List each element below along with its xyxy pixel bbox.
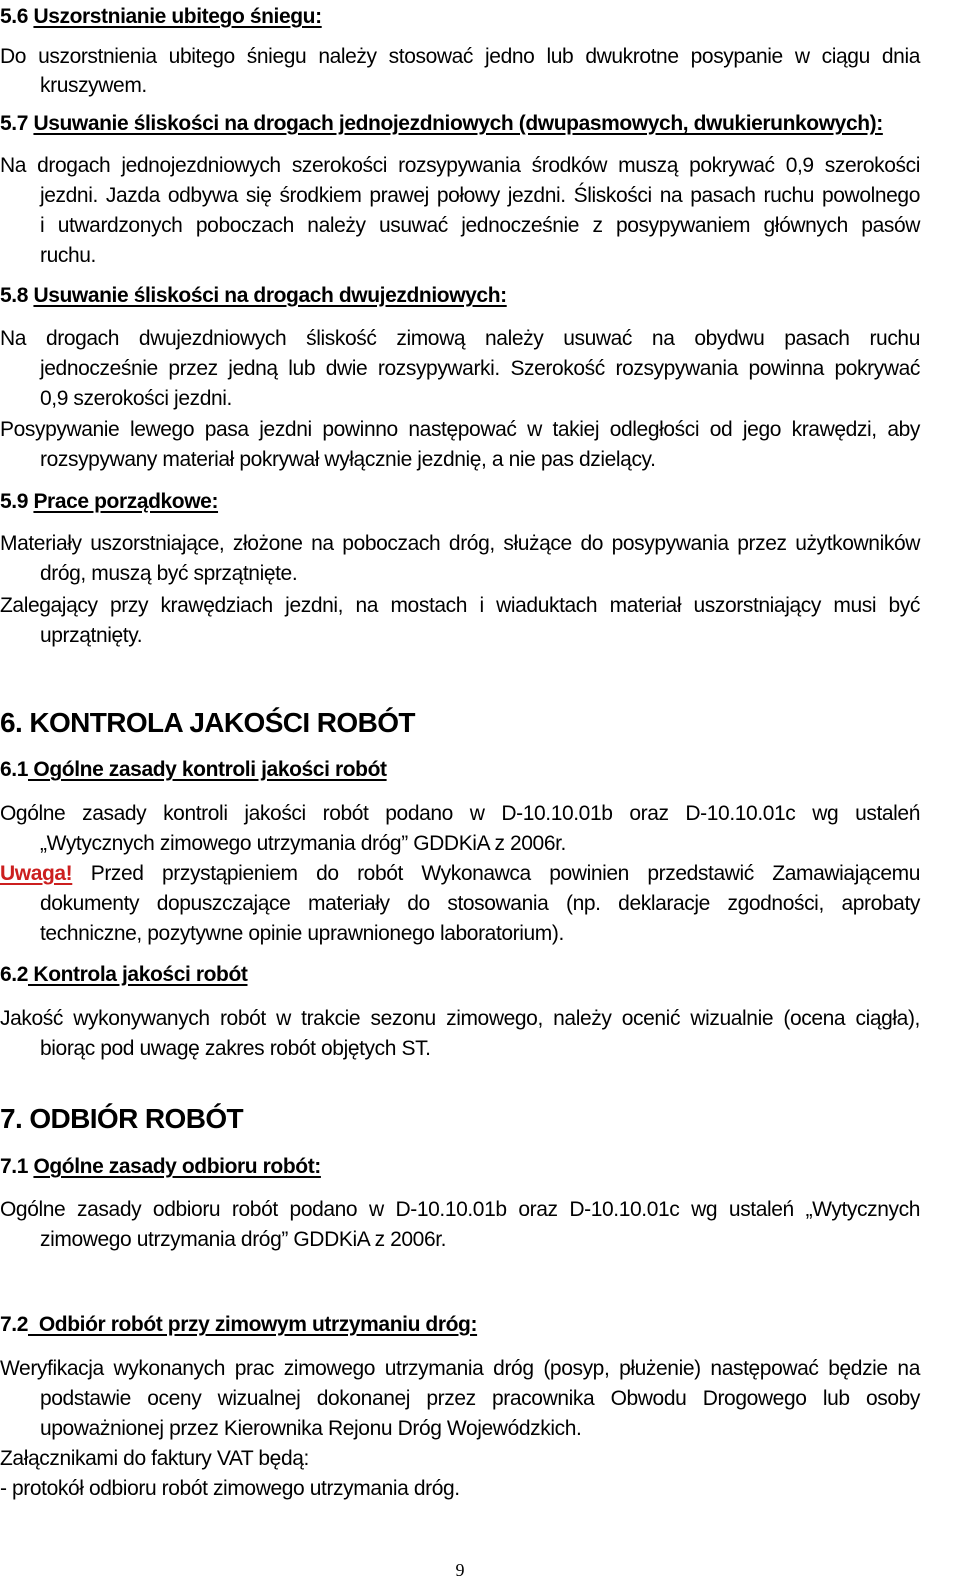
- section-number: 7.1: [0, 1155, 34, 1178]
- uwaga-text: Przed przystąpieniem do robót Wykonawca powinien przedstawić Zamawiającemu: [72, 862, 920, 885]
- section-number: 5.7: [0, 112, 34, 135]
- section-number: 5.9: [0, 490, 34, 513]
- chapter-heading-6: 6. KONTROLA JAKOŚCI ROBÓT: [0, 707, 415, 738]
- paragraph-line: podstawie oceny wizualnej dokonanej przez pracownika Obwodu Drogowego lub osoby: [40, 1387, 920, 1410]
- heading-6-2: [0, 962, 248, 988]
- section-number: 6.2: [0, 963, 28, 986]
- section-title: Kontrola jakości robót: [28, 963, 248, 986]
- paragraph-line: Na drogach jednojezdniowych szerokości rozsypywania środków muszą pokrywać 0,9 szerokości: [0, 154, 920, 177]
- section-title: Prace porządkowe:: [33, 490, 219, 513]
- paragraph-line: jednocześnie przez jedną lub dwie rozsypywarki. Szerokość rozsypywania powinna pokrywać: [40, 357, 920, 380]
- paragraph-line: jezdni. Jazda odbywa się środkiem prawej połowy jezdni. Śliskości na pasach ruchu powolnego: [40, 184, 920, 207]
- paragraph-line: Posypywanie lewego pasa jezdni powinno następować w takiej odległości od jego krawędzi, aby: [0, 418, 920, 441]
- paragraph-line: - protokół odbioru robót zimowego utrzymania dróg.: [0, 1477, 460, 1500]
- paragraph-line: Ogólne zasady kontroli jakości robót podano w D-10.10.01b oraz D-10.10.01c wg ustaleń: [0, 802, 920, 825]
- paragraph-line: rozsypywany materiał pokrywał wyłącznie jezdnię, a nie pas dzielący.: [40, 448, 656, 471]
- paragraph-line: dokumenty dopuszczające materiały do stosowania (np. deklaracje zgodności, aprobaty: [40, 892, 920, 915]
- section-title: Ogólne zasady kontroli jakości robót: [28, 758, 387, 781]
- uwaga-label: Uwaga!: [0, 862, 73, 885]
- paragraph-line: 0,9 szerokości jezdni.: [40, 387, 232, 410]
- paragraph-line: biorąc pod uwagę zakres robót objętych ST.: [40, 1037, 431, 1060]
- paragraph-line: Na drogach dwujezdniowych śliskość zimową należy usuwać na obydwu pasach ruchu: [0, 327, 920, 350]
- paragraph-line: Zalegający przy krawędziach jezdni, na mostach i wiaduktach materiał uszorstniający musi być: [0, 594, 920, 617]
- section-number: 6.1: [0, 758, 28, 781]
- paragraph-line: uprzątnięty.: [40, 624, 143, 647]
- section-number: 5.8: [0, 284, 34, 307]
- heading-5-7: [0, 111, 883, 137]
- chapter-heading-7: 7. ODBIÓR ROBÓT: [0, 1103, 244, 1134]
- paragraph-line: upoważnionej przez Kierownika Rejonu Dróg Wojewódzkich.: [40, 1417, 582, 1440]
- paragraph-line: kruszywem.: [40, 74, 147, 97]
- heading-6-1: [0, 757, 387, 783]
- paragraph-line: dróg, muszą być sprzątnięte.: [40, 562, 298, 585]
- paragraph-line: Jakość wykonywanych robót w trakcie sezonu zimowego, należy ocenić wizualnie (ocena ciągła),: [0, 1007, 920, 1030]
- section-title: Uszorstnianie ubitego śniegu:: [33, 5, 322, 28]
- heading-5-9: [0, 489, 218, 515]
- section-title: Ogólne zasady odbioru robót:: [33, 1155, 321, 1178]
- paragraph-line: techniczne, pozytywne opinie uprawnionego laboratorium).: [40, 922, 564, 945]
- uwaga-line: [0, 861, 920, 887]
- section-title: Odbiór robót przy zimowym utrzymaniu dróg:: [28, 1313, 478, 1336]
- heading-5-8: [0, 283, 507, 309]
- paragraph-line: ruchu.: [40, 244, 96, 267]
- paragraph-line: Materiały uszorstniające, złożone na poboczach dróg, służące do posypywania przez użytkowników: [0, 532, 920, 555]
- paragraph-line: zimowego utrzymania dróg” GDDKiA z 2006r.: [40, 1228, 447, 1251]
- section-number: 7.2: [0, 1313, 28, 1336]
- section-number: 5.6: [0, 5, 34, 28]
- section-title: Usuwanie śliskości na drogach jednojezdniowych (dwupasmowych, dwukierunkowych):: [33, 112, 883, 135]
- heading-5-6: [0, 4, 322, 30]
- paragraph-line: i utwardzonych poboczach należy usuwać jednocześnie z posypywaniem głównych pasów: [40, 214, 920, 237]
- paragraph-line: Ogólne zasady odbioru robót podano w D-10.10.01b oraz D-10.10.01c wg ustaleń „Wytycznych: [0, 1198, 920, 1221]
- heading-7-2: [0, 1312, 477, 1338]
- section-title: Usuwanie śliskości na drogach dwujezdniowych:: [33, 284, 507, 307]
- paragraph-line: „Wytycznych zimowego utrzymania dróg” GDDKiA z 2006r.: [40, 832, 566, 855]
- paragraph-line: Do uszorstnienia ubitego śniegu należy stosować jedno lub dwukrotne posypanie w ciągu dnia: [0, 45, 920, 68]
- heading-7-1: [0, 1154, 321, 1180]
- paragraph-line: Załącznikami do faktury VAT będą:: [0, 1447, 309, 1470]
- page-number: 9: [455, 1560, 465, 1580]
- paragraph-line: Weryfikacja wykonanych prac zimowego utrzymania dróg (posyp, płużenie) następować będzie na: [0, 1357, 920, 1380]
